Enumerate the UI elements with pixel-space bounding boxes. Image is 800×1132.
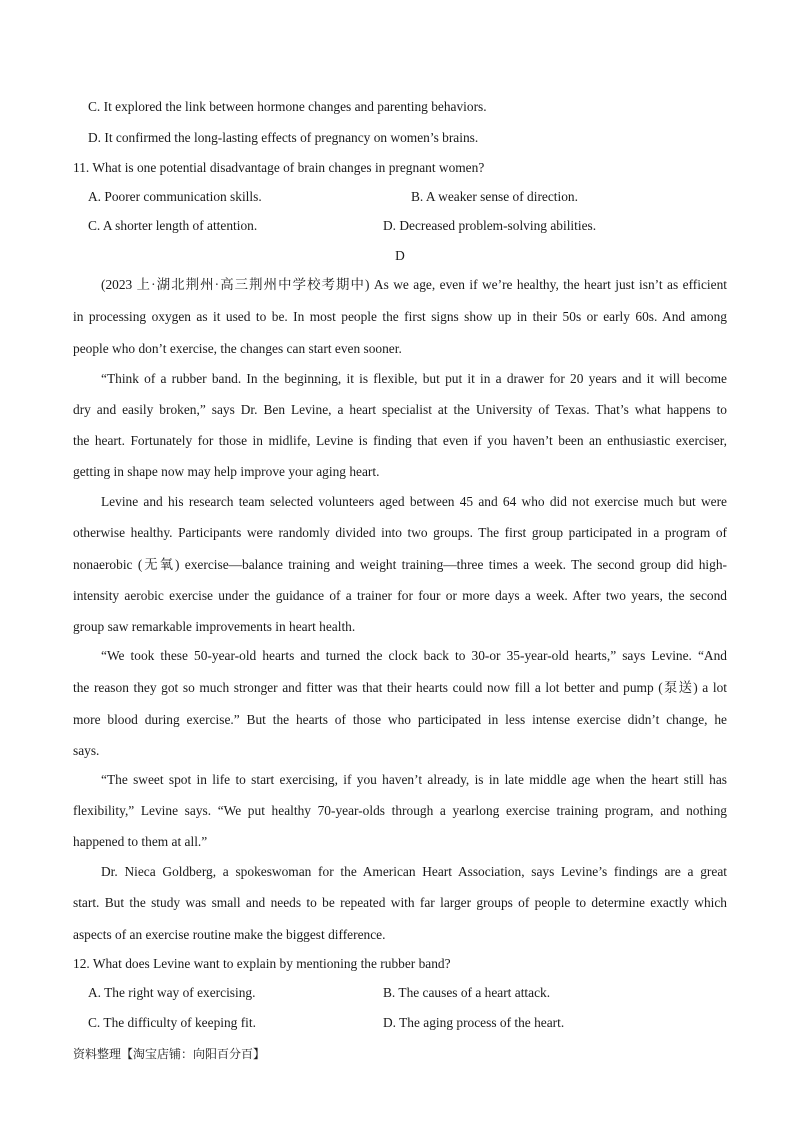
passage-line: dry and easily broken,” says Dr. Ben Levine, a heart specialist at the University of Texas. That’s what happens to <box>73 402 727 417</box>
passage-line: intensity aerobic exercise under the guidance of a trainer for four or more days a week. After two years, the second <box>73 588 727 603</box>
question-12: 12. What does Levine want to explain by mentioning the rubber band? <box>73 956 451 971</box>
passage-line: “The sweet spot in life to start exercising, if you haven’t already, is in late middle age when the heart still has <box>101 772 727 787</box>
option-11d: D. Decreased problem-solving abilities. <box>383 218 597 233</box>
passage-line: “Think of a rubber band. In the beginning, it is flexible, but put it in a drawer for 20 years and it will become <box>101 371 727 386</box>
passage-line: (2023 上·湖北荆州·高三荆州中学校考期中) As we age, even if we’re healthy, the heart just isn’t as efficient <box>101 277 727 292</box>
option-12d: D. The aging process of the heart. <box>383 1015 565 1030</box>
option-11c: C. A shorter length of attention. <box>88 218 258 233</box>
section-label: D <box>395 248 405 263</box>
passage-line: nonaerobic (无氧) exercise—balance training and weight training—three times a week. The second group did high- <box>73 557 727 572</box>
option-12b: B. The causes of a heart attack. <box>383 985 551 1000</box>
footer-source: 资料整理【淘宝店铺：向阳百分百】 <box>73 1047 266 1061</box>
passage-line: flexibility,” Levine says. “We put healthy 70-year-olds through a yearlong exercise training program, and nothing <box>73 803 727 818</box>
option-11a: A. Poorer communication skills. <box>88 189 262 204</box>
passage-line: Dr. Nieca Goldberg, a spokeswoman for the American Heart Association, says Levine’s findings are a great <box>101 864 727 879</box>
passage-line: “We took these 50-year-old hearts and turned the clock back to 30-or 35-year-old hearts,” says Levine. “And <box>101 648 727 663</box>
option-12a: A. The right way of exercising. <box>88 985 256 1000</box>
passage-line: Levine and his research team selected volunteers aged between 45 and 64 who did not exercise much but were <box>101 494 727 509</box>
passage-line: happened to them at all.” <box>73 834 208 849</box>
option-12c: C. The difficulty of keeping fit. <box>88 1015 256 1030</box>
passage-line: the reason they got so much stronger and fitter was that their hearts could now fill a lot better and pump (泵送) a lot <box>73 680 727 695</box>
passage-line: people who don’t exercise, the changes can start even sooner. <box>73 341 402 356</box>
passage-line: otherwise healthy. Participants were randomly divided into two groups. The first group participated in a program of <box>73 525 727 540</box>
passage-line: aspects of an exercise routine make the biggest difference. <box>73 927 386 942</box>
passage-line: the heart. Fortunately for those in midlife, Levine is finding that even if you haven’t been an enthusiastic exerciser, <box>73 433 727 448</box>
question-11: 11. What is one potential disadvantage of brain changes in pregnant women? <box>73 160 485 175</box>
passage-line: says. <box>73 743 100 758</box>
passage-line: getting in shape now may help improve your aging heart. <box>73 464 380 479</box>
passage-line: start. But the study was small and needs to be repeated with far larger groups of people to determine exactly which <box>73 895 727 910</box>
option-11b: B. A weaker sense of direction. <box>411 189 578 204</box>
passage-line: more blood during exercise.” But the hearts of those who participated in less intense exercise didn’t change, he <box>73 712 727 727</box>
option-10c: C. It explored the link between hormone changes and parenting behaviors. <box>88 99 487 114</box>
passage-line: in processing oxygen as it used to be. In most people the first signs show up in their 50s or early 60s. And among <box>73 309 727 324</box>
passage-line: group saw remarkable improvements in heart health. <box>73 619 356 634</box>
option-10d: D. It confirmed the long-lasting effects of pregnancy on women’s brains. <box>88 130 479 145</box>
